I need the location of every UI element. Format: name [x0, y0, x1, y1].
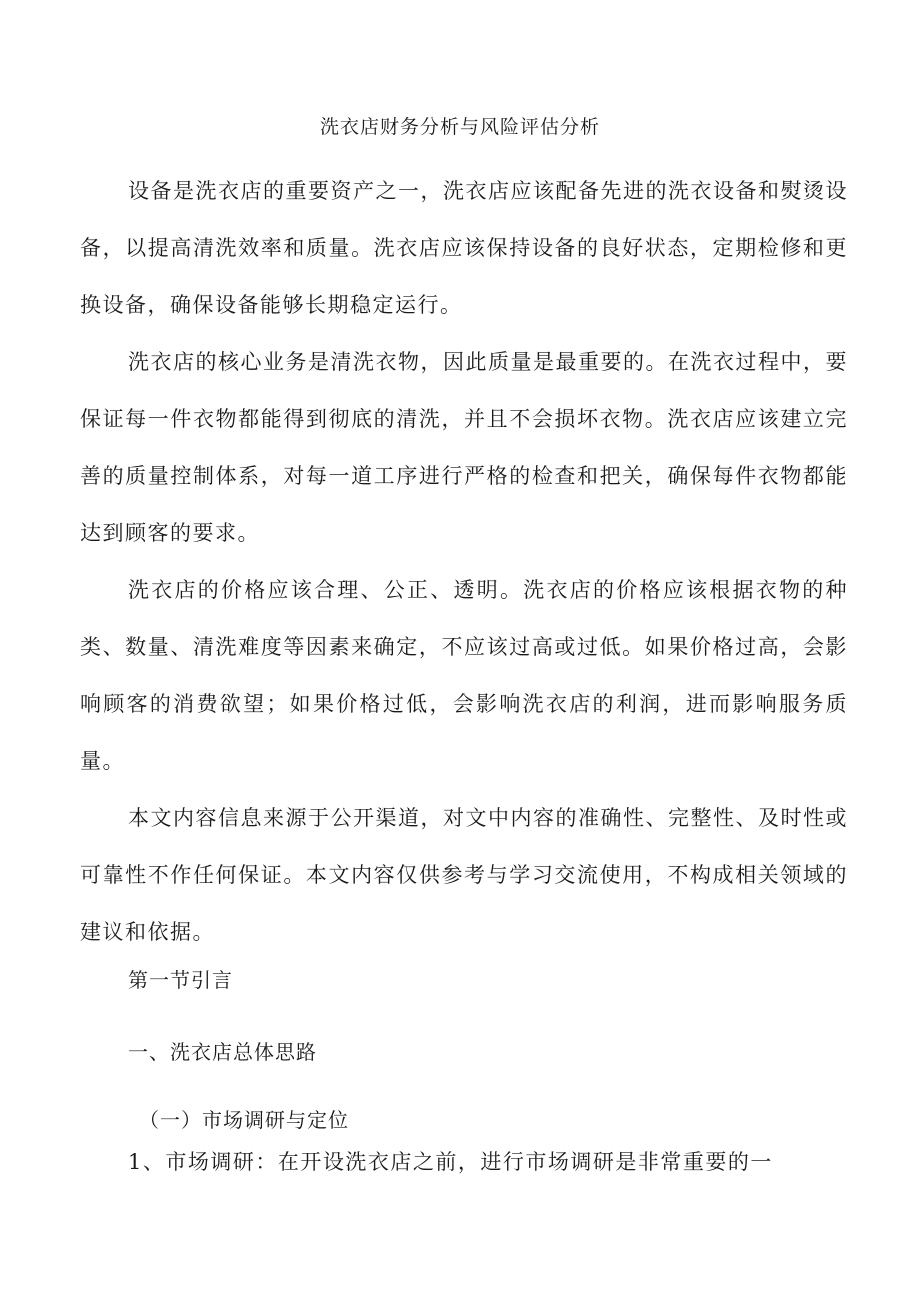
paragraph-equipment: 设备是洗衣店的重要资产之一，洗衣店应该配备先进的洗衣设备和熨烫设备，以提高清洗效率和质量。洗衣店应该保持设备的良好状态，定期检修和更换设备，确保设备能够长期稳定运行。	[80, 179, 848, 317]
paragraph-quality: 洗衣店的核心业务是清洗衣物，因此质量是最重要的。在洗衣过程中，要保证每一件衣物都能得到彻底的清洗，并且不会损坏衣物。洗衣店应该建立完善的质量控制体系，对每一道工序进行严格的检查和把关，确保每件衣物都能达到顾客的要求。	[80, 350, 848, 545]
paragraph-pricing: 洗衣店的价格应该合理、公正、透明。洗衣店的价格应该根据衣物的种类、数量、清洗难度等因素来确定，不应该过高或过低。如果价格过高，会影响顾客的消费欲望；如果价格过低，会影响洗衣店的利润，进而影响服务质量。	[80, 578, 848, 773]
list-item: 1、市场调研：在开设洗衣店之前，进行市场调研是非常重要的一	[128, 1150, 773, 1174]
document-title: 洗衣店财务分析与风险评估分析	[319, 116, 600, 138]
paragraph-disclaimer: 本文内容信息来源于公开渠道，对文中内容的准确性、完整性、及时性或可靠性不作任何保证。本文内容仅供参考与学习交流使用，不构成相关领域的建议和依据。	[80, 806, 848, 944]
sub-subsection-heading: （一）市场调研与定位	[139, 1108, 349, 1132]
subsection-heading: 一、洗衣店总体思路	[128, 1040, 317, 1064]
section-heading: 第一节引言	[128, 968, 233, 992]
